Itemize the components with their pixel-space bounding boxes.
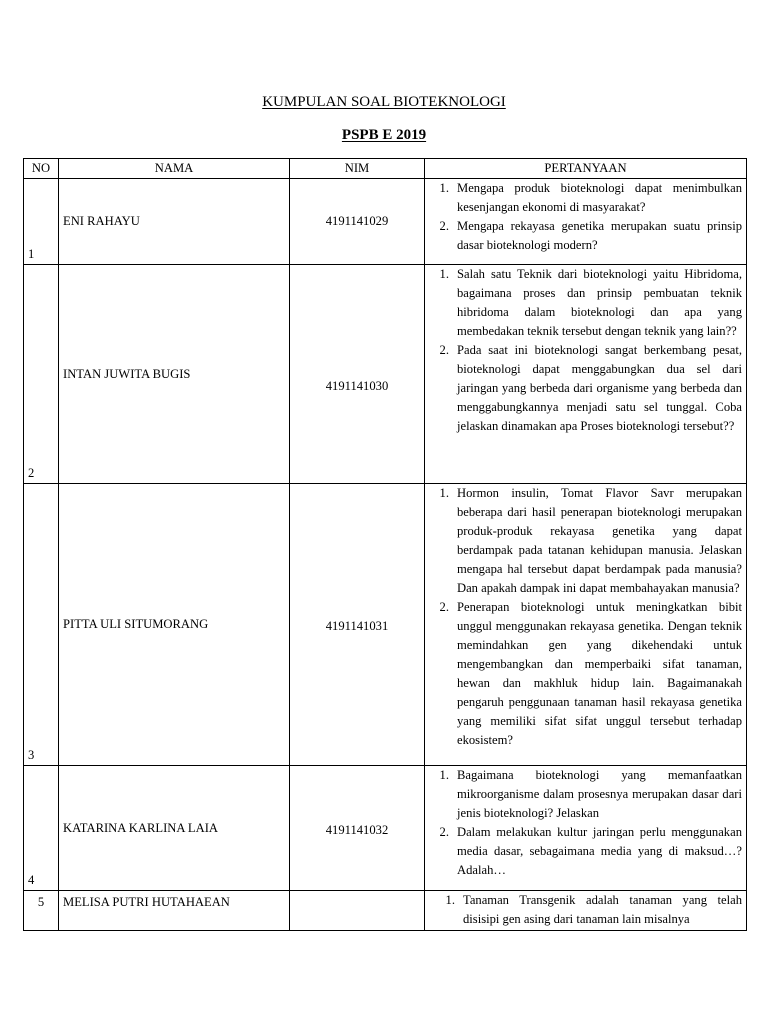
- table-row: [24, 179, 747, 265]
- table-row: [24, 484, 747, 766]
- question-item: [429, 217, 742, 255]
- table-row: [24, 766, 747, 891]
- student-name: MELISA PUTRI HUTAHAEAN: [59, 891, 290, 931]
- question-item: [429, 484, 742, 598]
- question-text: Penerapan bioteknologi untuk meningkatkan bibit unggul menggunakan rekayasa genetika. Dengan teknik memindahkan gen yang dikehendaki untuk mengembangkan dan memperbaiki sifat tanaman, hewan dan makhluk hidup lain. Bagaimanakah pengaruh penggunaan tanaman hasil rekayasa genetika yang memiliki sifat sifat unggul tersebut terhadap ekosistem?: [457, 600, 742, 747]
- row-number: 4: [24, 766, 59, 891]
- question-number: 1.: [445, 893, 455, 907]
- document-subtitle: PSPB E 2019: [341, 127, 427, 143]
- row-number: 3: [24, 484, 59, 766]
- student-nim: 4191141031: [290, 484, 425, 766]
- question-cell: [425, 265, 747, 484]
- question-text: Pada saat ini bioteknologi sangat berkembang pesat, bioteknologi dapat menggabungkan dua sel dari jaringan yang berbeda dari organisme yang berbeda dan menggabungkannya menjadi satu sel tunggal. Coba jelaskan dinamakan apa Proses bioteknologi tersebut??: [457, 343, 742, 433]
- question-number: 1.: [439, 768, 449, 782]
- question-text: Hormon insulin, Tomat Flavor Savr merupakan beberapa dari hasil penerapan bioteknologi merupakan produk-produk rekayasa genetika yang dapat berdampak pada tatanan kehidupan manusia. Jelaskan mengapa hal tersebut dapat berdampak pada manusia? Dan apakah dampak ini dapat membahayakan manusia?: [457, 486, 742, 595]
- row-number: 2: [24, 265, 59, 484]
- question-text: Mengapa rekayasa genetika merupakan suatu prinsip dasar bioteknologi modern?: [457, 219, 742, 252]
- header-nim: NIM: [290, 159, 425, 179]
- student-nim: 4191141032: [290, 766, 425, 891]
- question-text: Bagaimana bioteknologi yang memanfaatkan mikroorganisme dalam prosesnya merupakan dasar dari jenis bioteknologi? Jelaskan: [457, 768, 742, 820]
- question-text: Mengapa produk bioteknologi dapat menimbulkan kesenjangan ekonomi di masyarakat?: [457, 181, 742, 214]
- question-item: [435, 891, 742, 927]
- student-name: ENI RAHAYU: [59, 179, 290, 265]
- questions-table: [23, 158, 747, 931]
- student-nim: 4191141029: [290, 179, 425, 265]
- document-title: KUMPULAN SOAL BIOTEKNOLOGI: [262, 94, 506, 110]
- question-item: [429, 179, 742, 217]
- student-nim: [290, 891, 425, 931]
- question-number: 2.: [439, 825, 449, 839]
- question-item: [429, 341, 742, 436]
- question-number: 2.: [439, 600, 449, 614]
- question-cell: [425, 766, 747, 891]
- table-row: [24, 891, 747, 931]
- question-cell-clip: [435, 891, 742, 927]
- question-cell: [425, 179, 747, 265]
- question-text: Tanaman Transgenik adalah tanaman yang telah disisipi gen asing dari tanaman lain misalnya: [463, 893, 742, 926]
- student-name: INTAN JUWITA BUGIS: [59, 265, 290, 484]
- question-cell: [425, 484, 747, 766]
- question-number: 1.: [439, 181, 449, 195]
- question-item: [429, 265, 742, 341]
- table-row: [24, 265, 747, 484]
- question-item: [429, 598, 742, 750]
- header-nama: NAMA: [59, 159, 290, 179]
- row-number: 1: [24, 179, 59, 265]
- question-text: Salah satu Teknik dari bioteknologi yaitu Hibridoma, bagaimana proses dan prinsip pembuatan teknik hibridoma dalam bioteknologi dan apa yang membedakan teknik tersebut dengan teknik yang lain??: [457, 267, 742, 338]
- student-name: PITTA ULI SITUMORANG: [59, 484, 290, 766]
- question-item: [429, 823, 742, 880]
- table-header-row: [24, 159, 747, 179]
- header-no: NO: [24, 159, 59, 179]
- question-number: 1.: [439, 486, 449, 500]
- question-number: 2.: [439, 219, 449, 233]
- question-number: 2.: [439, 343, 449, 357]
- student-name: KATARINA KARLINA LAIA: [59, 766, 290, 891]
- question-number: 1.: [439, 267, 449, 281]
- question-text: Dalam melakukan kultur jaringan perlu menggunakan media dasar, sebagaimana media yang di maksud…? Adalah…: [457, 825, 742, 877]
- header-pertanyaan: PERTANYAAN: [425, 159, 747, 179]
- question-cell: [425, 891, 747, 931]
- question-item: [429, 766, 742, 823]
- student-nim: 4191141030: [290, 265, 425, 484]
- row-number: 5: [24, 891, 59, 931]
